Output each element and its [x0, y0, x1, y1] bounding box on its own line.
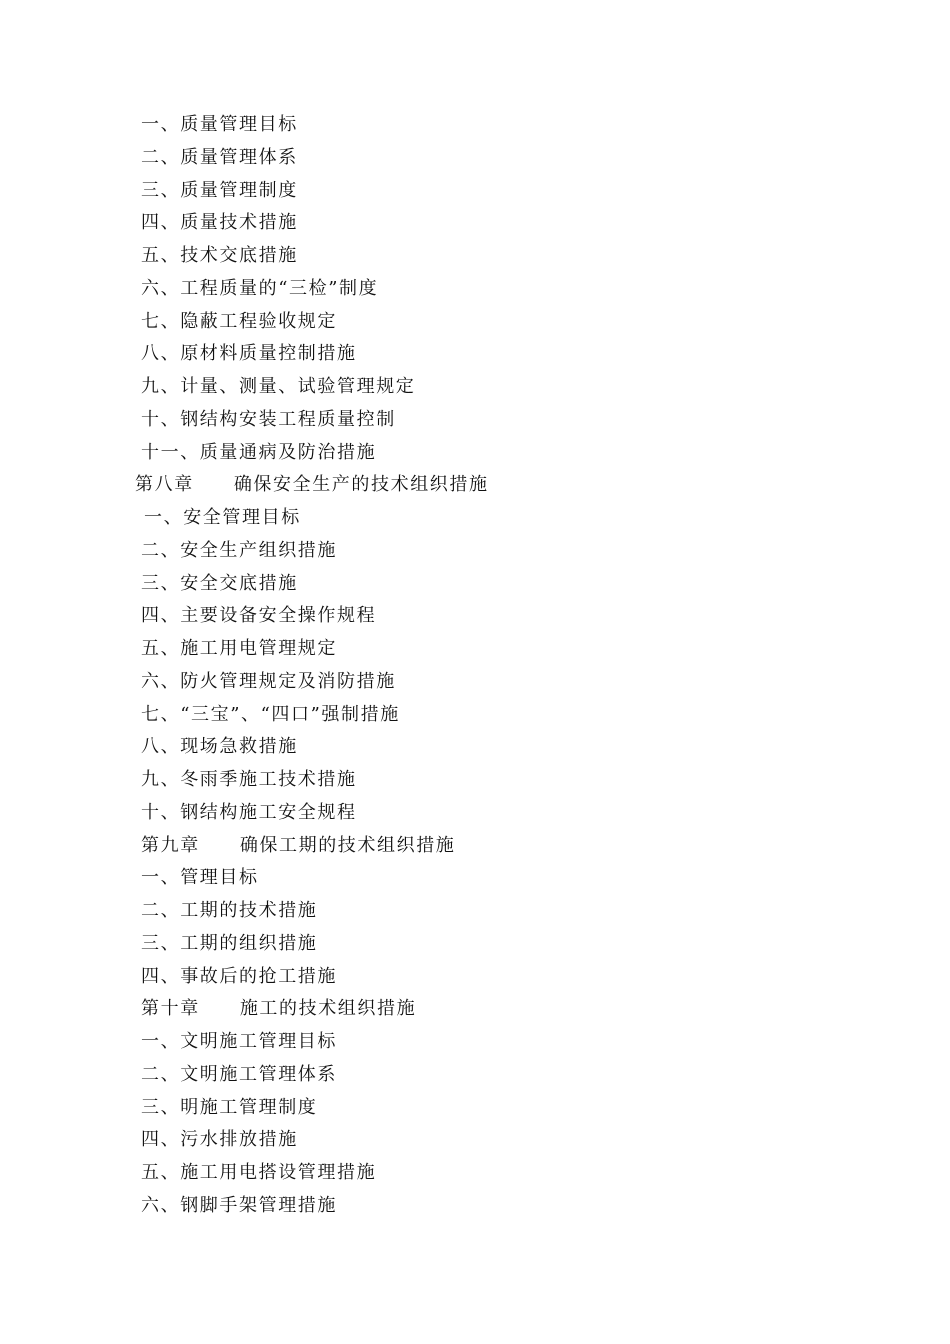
chapter-title: 确保安全生产的技术组织措施: [233, 474, 489, 496]
toc-item: 四、质量技术措施: [141, 212, 298, 234]
chapter-heading: [0, 469, 950, 502]
toc-item: 三、安全交底措施: [141, 572, 298, 594]
toc-item: 七、隐蔽工程验收规定: [141, 310, 337, 332]
toc-item: 十一、质量通病及防治措施: [141, 441, 377, 463]
chapter-number: 第九章: [141, 834, 200, 856]
chapter-heading: [0, 993, 950, 1026]
toc-item: 一、质量管理目标: [141, 114, 298, 135]
toc-item: 一、管理目标: [141, 867, 259, 889]
toc-item: 四、主要设备安全操作规程: [141, 605, 377, 627]
toc-item: 八、现场急救措施: [141, 736, 298, 758]
toc-item: 四、污水排放措施: [141, 1129, 298, 1151]
table-of-contents: [0, 109, 950, 1223]
toc-item: 一、文明施工管理目标: [141, 1031, 337, 1052]
toc-item: 二、文明施工管理体系: [141, 1063, 337, 1085]
toc-item: 九、冬雨季施工技术措施: [141, 769, 357, 790]
toc-item: 四、事故后的抢工措施: [141, 965, 337, 987]
chapter-title: 确保工期的技术组织措施: [239, 834, 456, 856]
toc-item: 五、施工用电搭设管理措施: [141, 1162, 377, 1183]
toc-item: 二、工期的技术措施: [141, 900, 318, 921]
chapter-title: 施工的技术组织措施: [239, 998, 417, 1020]
toc-item: 六、防火管理规定及消防措施: [141, 670, 396, 692]
toc-item: 三、质量管理制度: [141, 179, 298, 201]
toc-item: 二、质量管理体系: [141, 146, 298, 168]
toc-item: 三、工期的组织措施: [141, 932, 318, 954]
toc-item: 十、钢结构施工安全规程: [141, 801, 357, 823]
toc-item: 八、原材料质量控制措施: [141, 343, 357, 365]
toc-item: 六、工程质量的“三检”制度: [141, 277, 379, 299]
toc-item: 十、钢结构安装工程质量控制: [141, 408, 396, 430]
chapter-number: 第八章: [135, 474, 194, 496]
toc-item: 六、钢脚手架管理措施: [141, 1194, 337, 1216]
toc-item: 五、技术交底措施: [141, 245, 298, 266]
chapter-number: 第十章: [141, 998, 200, 1020]
toc-item: 九、计量、测量、试验管理规定: [141, 376, 416, 397]
chapter-heading: [0, 830, 950, 863]
toc-item: 一、安全管理目标: [144, 507, 301, 528]
toc-item: 二、安全生产组织措施: [141, 539, 337, 561]
toc-item: 七、“三宝”、“四口”强制措施: [141, 703, 400, 725]
toc-item: 五、施工用电管理规定: [141, 638, 337, 659]
toc-item: 三、明施工管理制度: [141, 1096, 318, 1118]
